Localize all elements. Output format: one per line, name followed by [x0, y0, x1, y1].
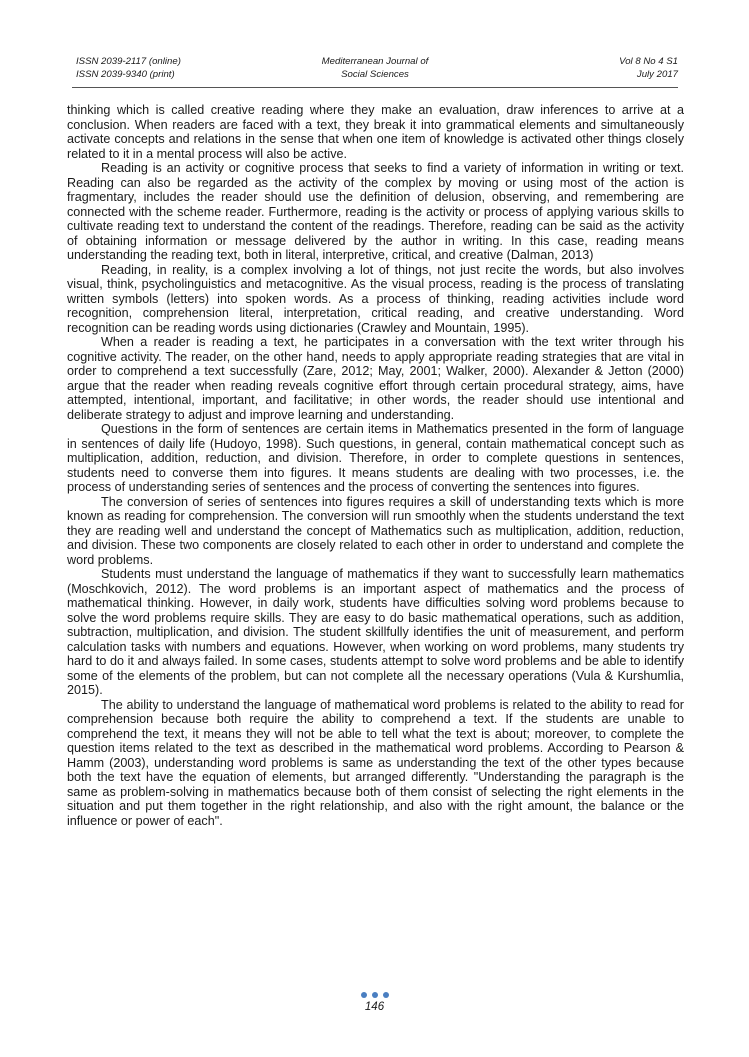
header-volume [619, 56, 678, 81]
page-header [72, 56, 678, 86]
header-journal-title [72, 56, 678, 81]
header-divider [72, 87, 678, 88]
page-footer [0, 992, 749, 1013]
issn-online: ISSN 2039-2117 (online) [76, 56, 181, 67]
paragraph: Students must understand the language of mathematics if they want to successfully learn mathematics (Moschkovich, 2012). The word problems is an important aspect of mathematics and the process of mathematical thinking. However, in daily work, students have difficulties solving word problems because to solve the word problems require skills. They are easy to do basic mathematical operations, such as addition, subtraction, multiplication, and division. The student skillfully identifies the unit of measurement, and perform calculation tasks with numbers and equations. However, when working on word problems, many students try hard to do it and always failed. In some cases, students attempt to solve word problems and be able to identify some of the elements of the problem, but can not complete all the necessary operations (Vula & Kurshumlia, 2015). [67, 567, 684, 697]
paragraph: thinking which is called creative reading where they make an evaluation, draw inferences to arrive at a conclusion. When readers are faced with a text, they break it into grammatical elements and simultaneously activate concepts and relations in the sense that when one item of knowledge is activated other things closely related to it in a mental process will also be active. [67, 103, 684, 161]
page-number: 146 [364, 1001, 385, 1013]
journal-title-line1: Mediterranean Journal of [321, 56, 429, 67]
issue-date: July 2017 [636, 68, 678, 80]
journal-title-line2: Social Sciences [341, 68, 409, 80]
paragraph: The ability to understand the language of mathematical word problems is related to the ability to read for comprehension because both require the ability to comprehend a text. If the students are unable to comprehend the text, it means they will not be able to tell what the text is about; moreover, to complete the question items related to the text as described in the mathematical word problems. According to Pearson & Hamm (2003), understanding word problems is same as understanding the text of the other types because both the text have the equation of elements, but arranged differently. "Understanding the paragraph is the same as problem-solving in mathematics because both of them consist of selecting the right elements in the situation and put them together in the right relationship, and also with the right amount, the balance or the influence or power of each". [67, 697, 684, 828]
article-body [67, 103, 684, 828]
paragraph: When a reader is reading a text, he participates in a conversation with the text writer through his cognitive activity. The reader, on the other hand, needs to apply appropriate reading strategies that are vital in order to comprehend a text successfully (Zare, 2012; May, 2001; Walker, 2000). Alexander & Jetton (2000) argue that the reader when reading reveals cognitive effort through certain procedural strategy, aims, have attempted, intentional, important, and facilitative; in other words, the reader should use intentional and deliberate strategy to adjust and improve learning and understanding. [67, 335, 684, 422]
paragraph: Reading is an activity or cognitive process that seeks to find a variety of information in writing or text. Reading can also be regarded as the activity of the complex by moving or using most of the action is fragmentary, includes the reader should use the definition of delusion, observing, and remembering are connected with the scheme reader. Furthermore, reading is the activity or process of applying various skills to cultivate reading text to understand the content of the readings. Therefore, reading can be said as the activity of obtaining information or message delivered by the author in writing. In this case, reading means understanding the reading text, both in literal, interpretive, critical, and creative (Dalman, 2013) [67, 161, 684, 262]
paragraph: Questions in the form of sentences are certain items in Mathematics presented in the form of language in sentences of daily life (Hudoyo, 1998). Such questions, in general, contain mathematical concept such as multiplication, addition, reduction, and division. Therefore, in order to complete questions in sentences, students need to converse them into figures. It means students are dealing with two processes, i.e. the process of understanding series of sentences and the process of converting the sentences into figures. [67, 422, 684, 494]
volume-info: Vol 8 No 4 S1 [619, 56, 678, 67]
dot-icon [361, 992, 367, 998]
paragraph: The conversion of series of sentences into figures requires a skill of understanding texts which is more known as reading for comprehension. The conversion will run smoothly when the students understand the text they are reading well and understand the concept of Mathematics such as multiplication, addition, reduction, and division. These two components are closely related to each other in order to understand and complete the word problems. [67, 494, 684, 567]
footer-dots-icon [0, 992, 749, 998]
paragraph: Reading, in reality, is a complex involving a lot of things, not just recite the words, but also involves visual, think, psycholinguistics and metacognitive. As the visual process, reading is the process of translating written symbols (letters) into spoken words. As a process of thinking, reading activities include word recognition, comprehension literal, interpretation, critical reading, and creative understanding. Word recognition can be reading words using dictionaries (Crawley and Mountain, 1995). [67, 262, 684, 335]
issn-print: ISSN 2039-9340 (print) [76, 68, 175, 80]
dot-icon [383, 992, 389, 998]
dot-icon [372, 992, 378, 998]
